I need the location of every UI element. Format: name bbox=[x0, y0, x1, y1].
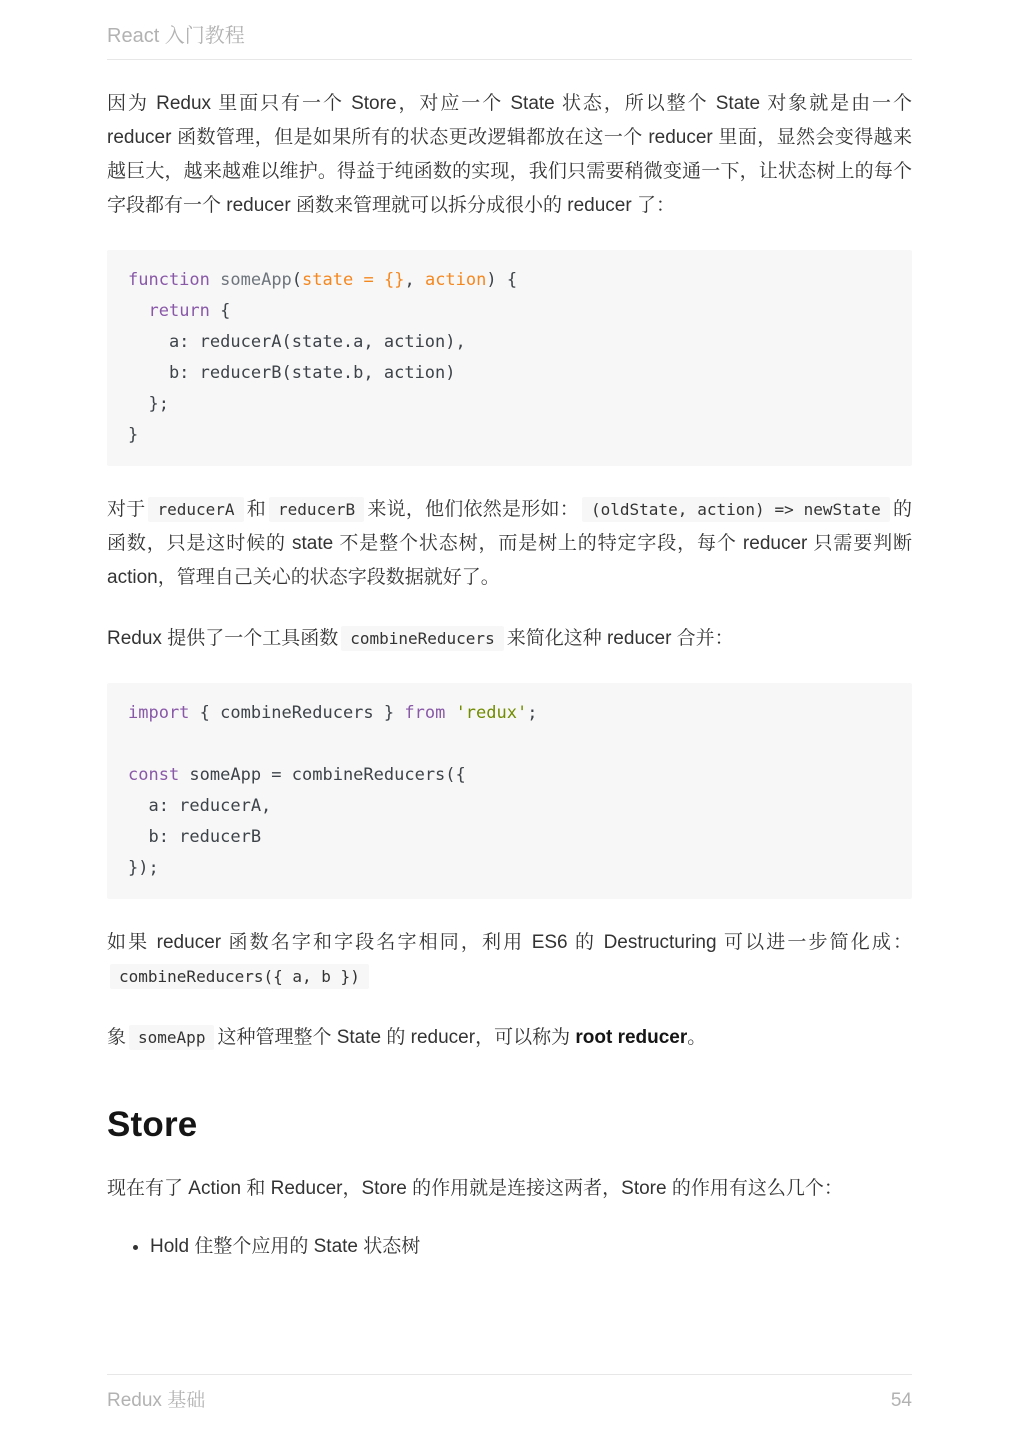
code-token: const bbox=[128, 765, 180, 785]
code-token: from bbox=[404, 703, 446, 723]
paragraph-root-reducer bbox=[107, 1021, 912, 1055]
code-block-combine-reducers bbox=[107, 683, 912, 899]
code-token: a: reducerA(state.a, action), bbox=[128, 332, 466, 352]
footer-chapter-label: Redux 基础 bbox=[107, 1390, 206, 1411]
code-token: ; bbox=[527, 703, 538, 723]
text-run: 如果 reducer 函数名字和字段名字相同，利用 ES6 的 Destructuring 可以进一步简化成： bbox=[107, 932, 912, 953]
code-token: , bbox=[404, 270, 425, 290]
store-feature-list bbox=[107, 1230, 912, 1264]
code-token: a: reducerA, bbox=[128, 796, 272, 816]
code-token: { combineReducers } bbox=[189, 703, 405, 723]
text-run: 。 bbox=[687, 1027, 707, 1048]
code-token: function bbox=[128, 270, 210, 290]
code-token: } bbox=[128, 425, 139, 445]
code-token bbox=[445, 703, 455, 723]
code-token: {} bbox=[383, 270, 405, 290]
inline-code: combineReducers bbox=[341, 626, 504, 651]
code-token: b: reducerB(state.b, action) bbox=[128, 363, 456, 383]
inline-code: someApp bbox=[129, 1025, 214, 1050]
code-token: 'redux' bbox=[455, 703, 528, 723]
code-block-someapp-function bbox=[107, 250, 912, 466]
code-token: { bbox=[209, 301, 231, 321]
code-token: import bbox=[128, 703, 190, 723]
paragraph-reducer-a-b bbox=[107, 493, 912, 595]
code-token: ( bbox=[291, 270, 303, 290]
text-run: 来说，他们依然是形如： bbox=[367, 499, 579, 520]
page-header bbox=[107, 0, 912, 60]
code-token bbox=[128, 301, 148, 321]
book-title: React 入门教程 bbox=[107, 25, 245, 47]
code-token: ) { bbox=[486, 270, 518, 290]
section-heading-store: Store bbox=[107, 1105, 198, 1144]
code-token: action bbox=[424, 270, 487, 290]
text-run: 的函数，只是这时候的 state 不是整个状态树，而是树上的特定字段，每个 reducer 只需要判断 action，管理自己关心的状态字段数据就好了。 bbox=[107, 499, 912, 588]
text-run: 和 bbox=[246, 499, 267, 520]
paragraph-redux-single-store bbox=[107, 87, 912, 223]
code-token: someApp = combineReducers({ bbox=[179, 765, 466, 785]
inline-code: (oldState, action) => newState bbox=[582, 497, 890, 522]
code-token: b: reducerB bbox=[128, 827, 262, 847]
code-token bbox=[353, 270, 363, 290]
code-token bbox=[210, 270, 220, 290]
code-token: = bbox=[363, 270, 374, 290]
list-item-hold-state-tree bbox=[150, 1230, 912, 1264]
text-run: 现在有了 Action 和 Reducer，Store 的作用就是连接这两者，Store 的作用有这么几个： bbox=[107, 1178, 843, 1199]
text-run: 象 bbox=[107, 1027, 127, 1048]
paragraph-es6-destructuring bbox=[107, 926, 912, 994]
bold-text: root reducer bbox=[575, 1027, 688, 1048]
text-run: Redux 提供了一个工具函数 bbox=[107, 628, 339, 649]
paragraph-store-purpose bbox=[107, 1172, 912, 1206]
paragraph-combine-reducers-intro bbox=[107, 622, 912, 656]
code-token: state bbox=[302, 270, 354, 290]
text-run: 对于 bbox=[107, 499, 146, 520]
code-token: return bbox=[148, 301, 210, 321]
inline-code: reducerA bbox=[148, 497, 243, 522]
text-run: 来简化这种 reducer 合并： bbox=[506, 628, 734, 649]
inline-code: combineReducers({ a, b }) bbox=[110, 964, 369, 989]
code-token: someApp bbox=[220, 270, 292, 290]
footer-page-number: 54 bbox=[890, 1390, 912, 1411]
text-run: Hold 住整个应用的 State 状态树 bbox=[150, 1236, 421, 1257]
code-token: }; bbox=[128, 394, 169, 414]
page-footer bbox=[107, 1374, 912, 1414]
code-token bbox=[374, 270, 384, 290]
page-content bbox=[107, 60, 912, 1264]
inline-code: reducerB bbox=[269, 497, 364, 522]
code-token: }); bbox=[128, 858, 159, 878]
text-run: 因为 Redux 里面只有一个 Store，对应一个 State 状态，所以整个 State 对象就是由一个 reducer 函数管理，但是如果所有的状态更改逻辑都放在这一个 reducer 里面，显然会变得越来越巨大，越来越难以维护。得益于纯函数的实现，我们只需要稍微变通一下，让状态树上的每个字段都有一个 reducer 函数来管理就可以拆分成很小的 reducer 了： bbox=[107, 93, 912, 216]
text-run: 这种管理整个 State 的 reducer，可以称为 bbox=[217, 1027, 576, 1048]
